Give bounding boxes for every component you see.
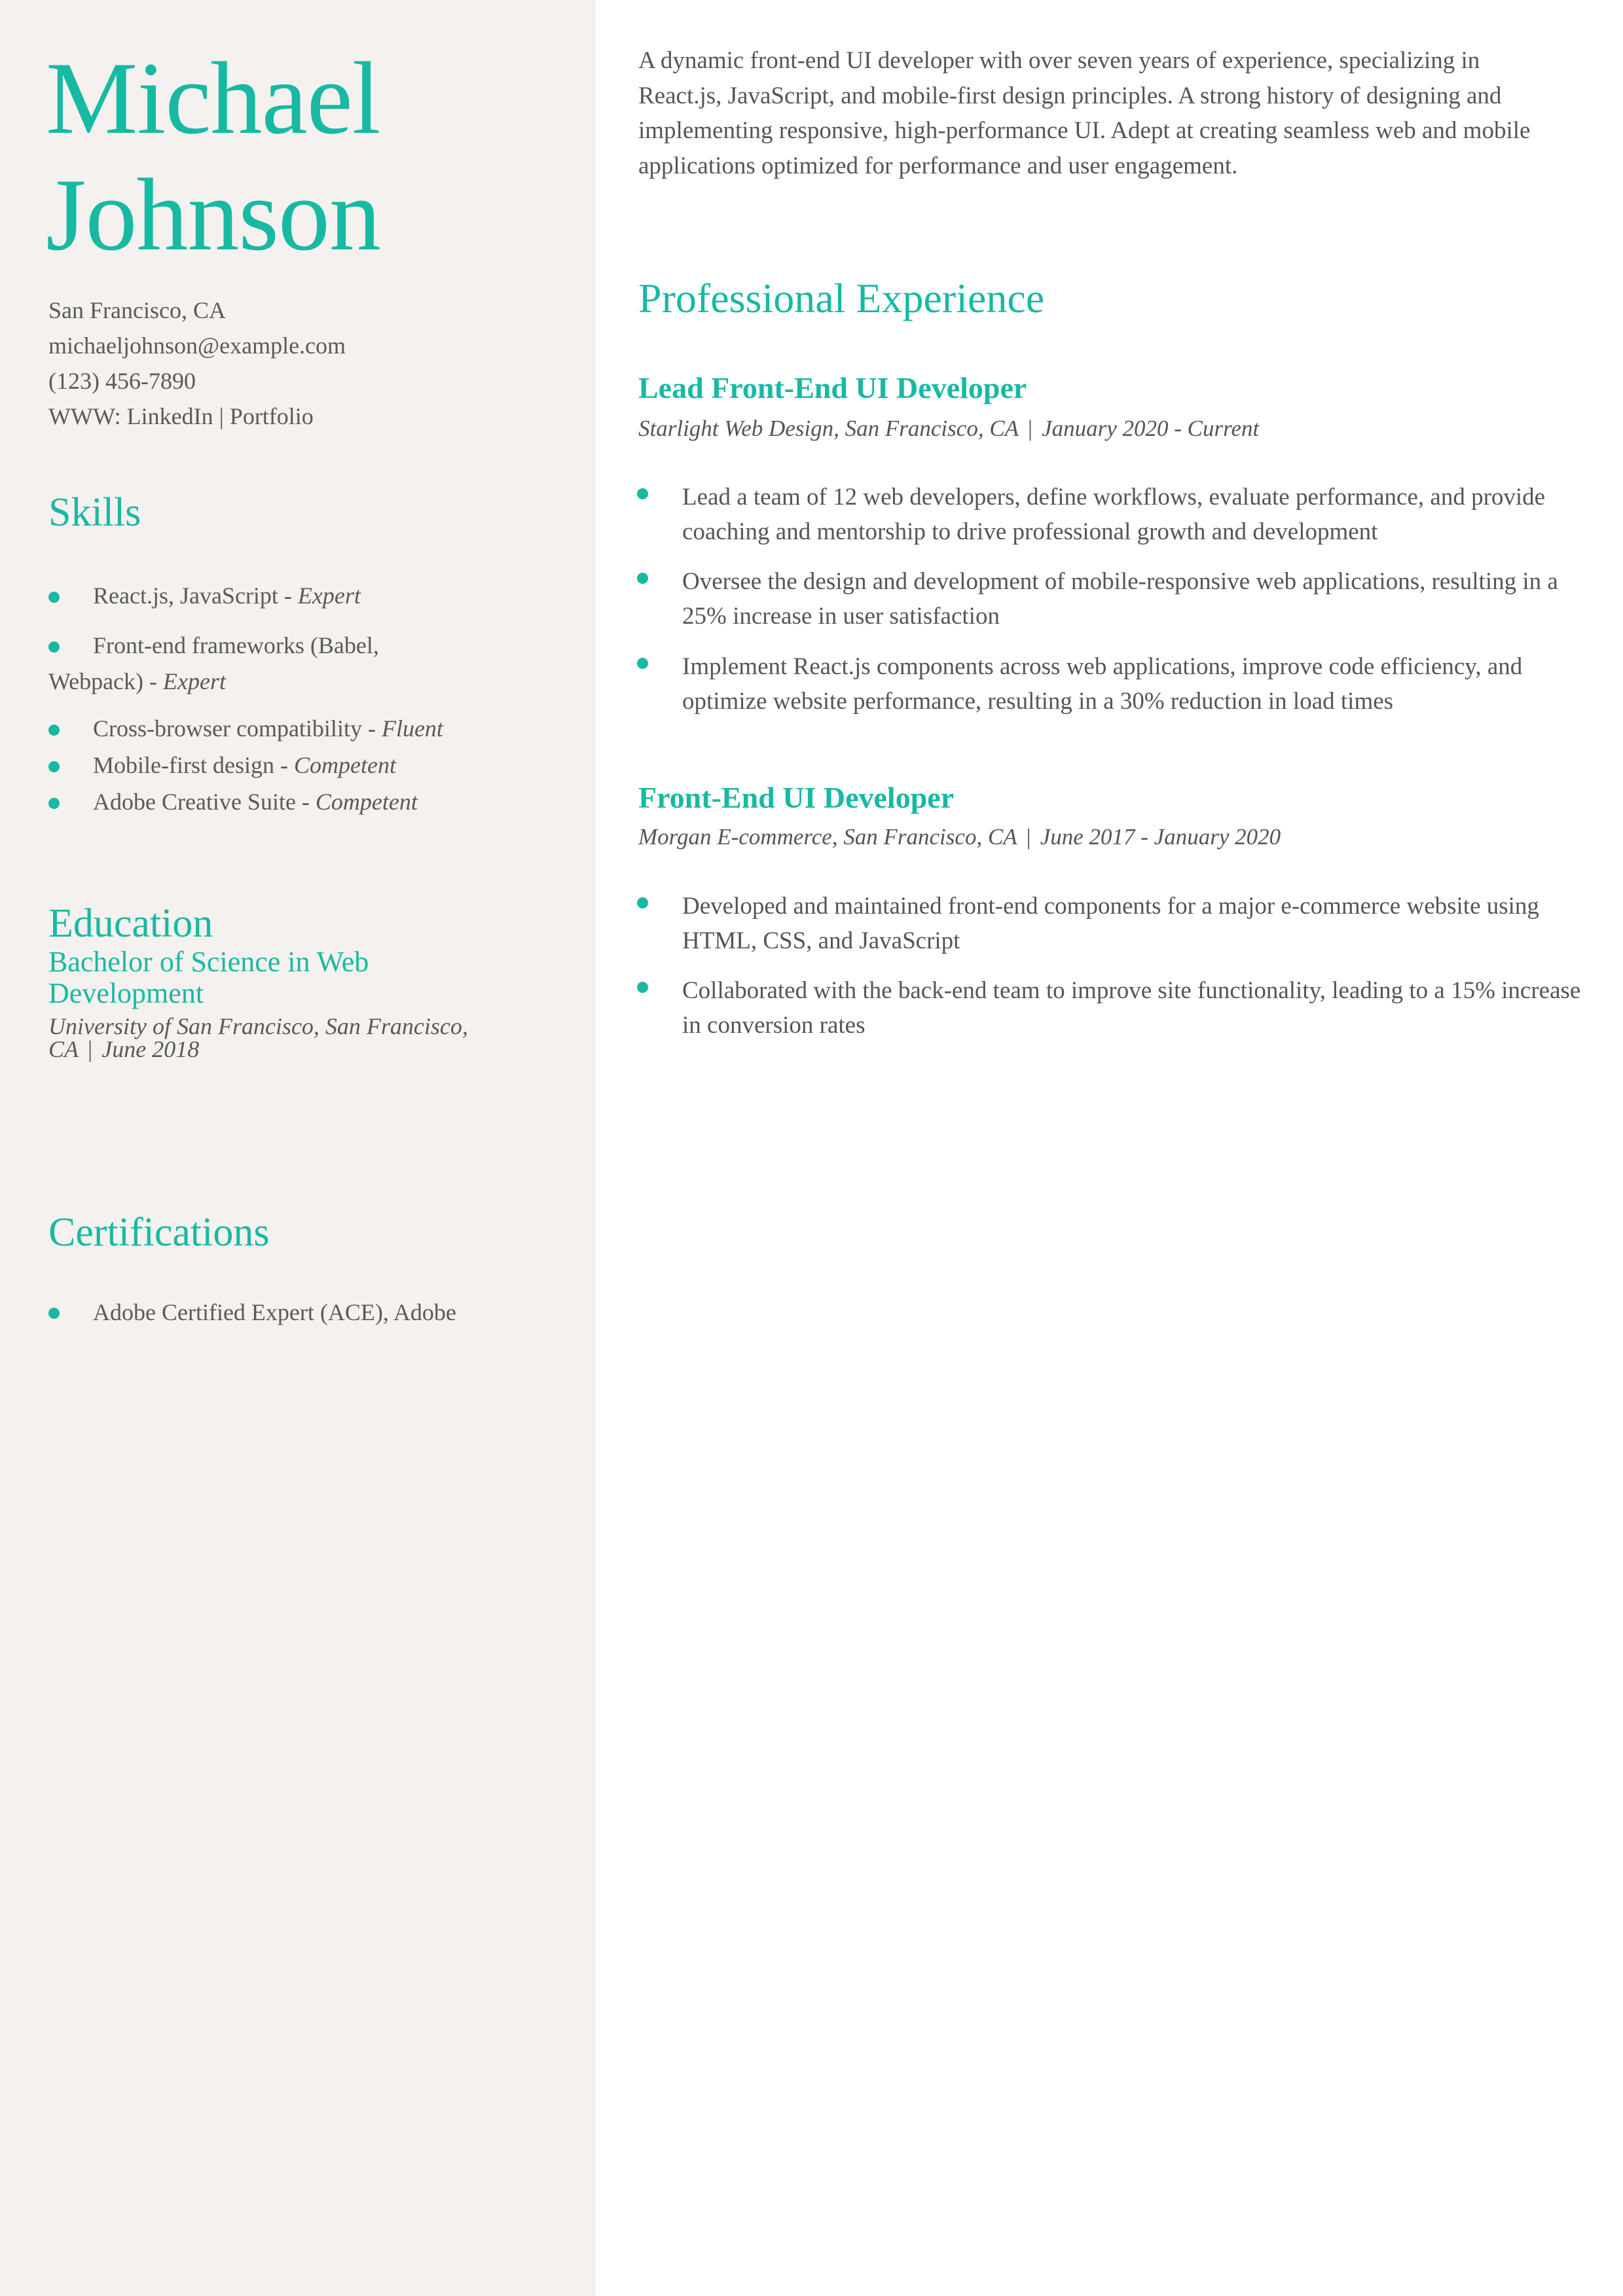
bullet-icon — [48, 798, 60, 809]
education-date: June 2018 — [101, 1036, 200, 1062]
job-meta: Starlight Web Design, San Francisco, CA | January 2020 - Current — [638, 416, 1260, 441]
school-line1: University of San Francisco, San Francisco, — [48, 1013, 468, 1039]
skills-heading: Skills — [48, 490, 141, 535]
school-line2: CA | June 2018 — [48, 1036, 200, 1062]
skill-item: Mobile-first design - Competent — [93, 752, 396, 778]
certifications-heading: Certifications — [48, 1210, 270, 1255]
bullet-icon — [637, 488, 648, 499]
job-bullet: Lead a team of 12 web developers, define workflows, evaluate performance, and provide coaching and mentorship to drive professional growth and development — [682, 484, 1546, 545]
job-bullet: Implement React.js components across web applications, improve code efficiency, and optimize website performance, resulting in a 30% reduction in load times — [682, 653, 1523, 715]
degree-line1: Bachelor of Science in Web — [48, 946, 369, 978]
last-name: Johnson — [46, 158, 380, 272]
bullet-icon — [637, 573, 648, 584]
contact-web — [48, 403, 314, 429]
bullet-icon — [48, 1308, 60, 1319]
skill-item-cont: Webpack) - Expert — [48, 668, 226, 694]
web-prefix: WWW: — [48, 403, 121, 429]
first-name: Michael — [46, 41, 380, 156]
contact-location: San Francisco, CA — [48, 297, 226, 323]
bullet-icon — [48, 725, 60, 736]
job-bullet: Developed and maintained front-end components for a major e-commerce website using HTML, CSS, and JavaScript — [682, 893, 1539, 954]
bullet-icon — [48, 761, 60, 772]
job-company: Morgan E-commerce, San Francisco, CA — [638, 824, 1017, 850]
skill-item: Adobe Creative Suite - Competent — [93, 789, 418, 815]
job-bullet: Oversee the design and development of mobile-responsive web applications, resulting in a 25% increase in user satisfaction — [682, 568, 1558, 630]
job-dates: January 2020 - Current — [1042, 416, 1260, 441]
contact-email[interactable]: michaeljohnson@example.com — [48, 332, 346, 359]
job-meta: Morgan E-commerce, San Francisco, CA | June 2017 - January 2020 — [638, 824, 1281, 850]
job-title: Lead Front-End UI Developer — [638, 371, 1027, 404]
job-title: Front-End UI Developer — [638, 781, 955, 814]
bullet-icon — [637, 897, 648, 908]
job-bullet: Collaborated with the back-end team to improve site functionality, leading to a 15% increase in conversion rates — [682, 977, 1581, 1039]
sidebar — [0, 0, 595, 2296]
skill-item: Cross-browser compatibility - Fluent — [93, 715, 443, 742]
certification-item: Adobe Certified Expert (ACE), Adobe — [93, 1299, 456, 1325]
bullet-icon — [48, 592, 60, 603]
bullet-icon — [637, 982, 648, 993]
job-dates: June 2017 - January 2020 — [1040, 824, 1281, 850]
professional-summary: A dynamic front-end UI developer with over seven years of experience, specializing in React.js, JavaScript, and mobile-first design principles. A strong history of designing and implementing responsive, high-performance UI. Adept at creating seamless web and mobile applications optimized for performance and user engagement. — [638, 47, 1531, 179]
linkedin-link[interactable]: LinkedIn — [126, 403, 213, 429]
degree-line2: Development — [48, 977, 204, 1009]
portfolio-link[interactable]: Portfolio — [229, 403, 314, 429]
education-heading: Education — [48, 901, 213, 946]
bullet-icon — [48, 641, 60, 653]
bullet-icon — [637, 658, 648, 669]
contact-phone: (123) 456-7890 — [48, 368, 196, 394]
job-company: Starlight Web Design, San Francisco, CA — [638, 416, 1019, 441]
skill-item: Front-end frameworks (Babel, — [93, 632, 379, 658]
separator: | — [219, 403, 224, 429]
experience-heading: Professional Experience — [638, 275, 1045, 321]
skill-item: React.js, JavaScript - Expert — [93, 583, 361, 609]
